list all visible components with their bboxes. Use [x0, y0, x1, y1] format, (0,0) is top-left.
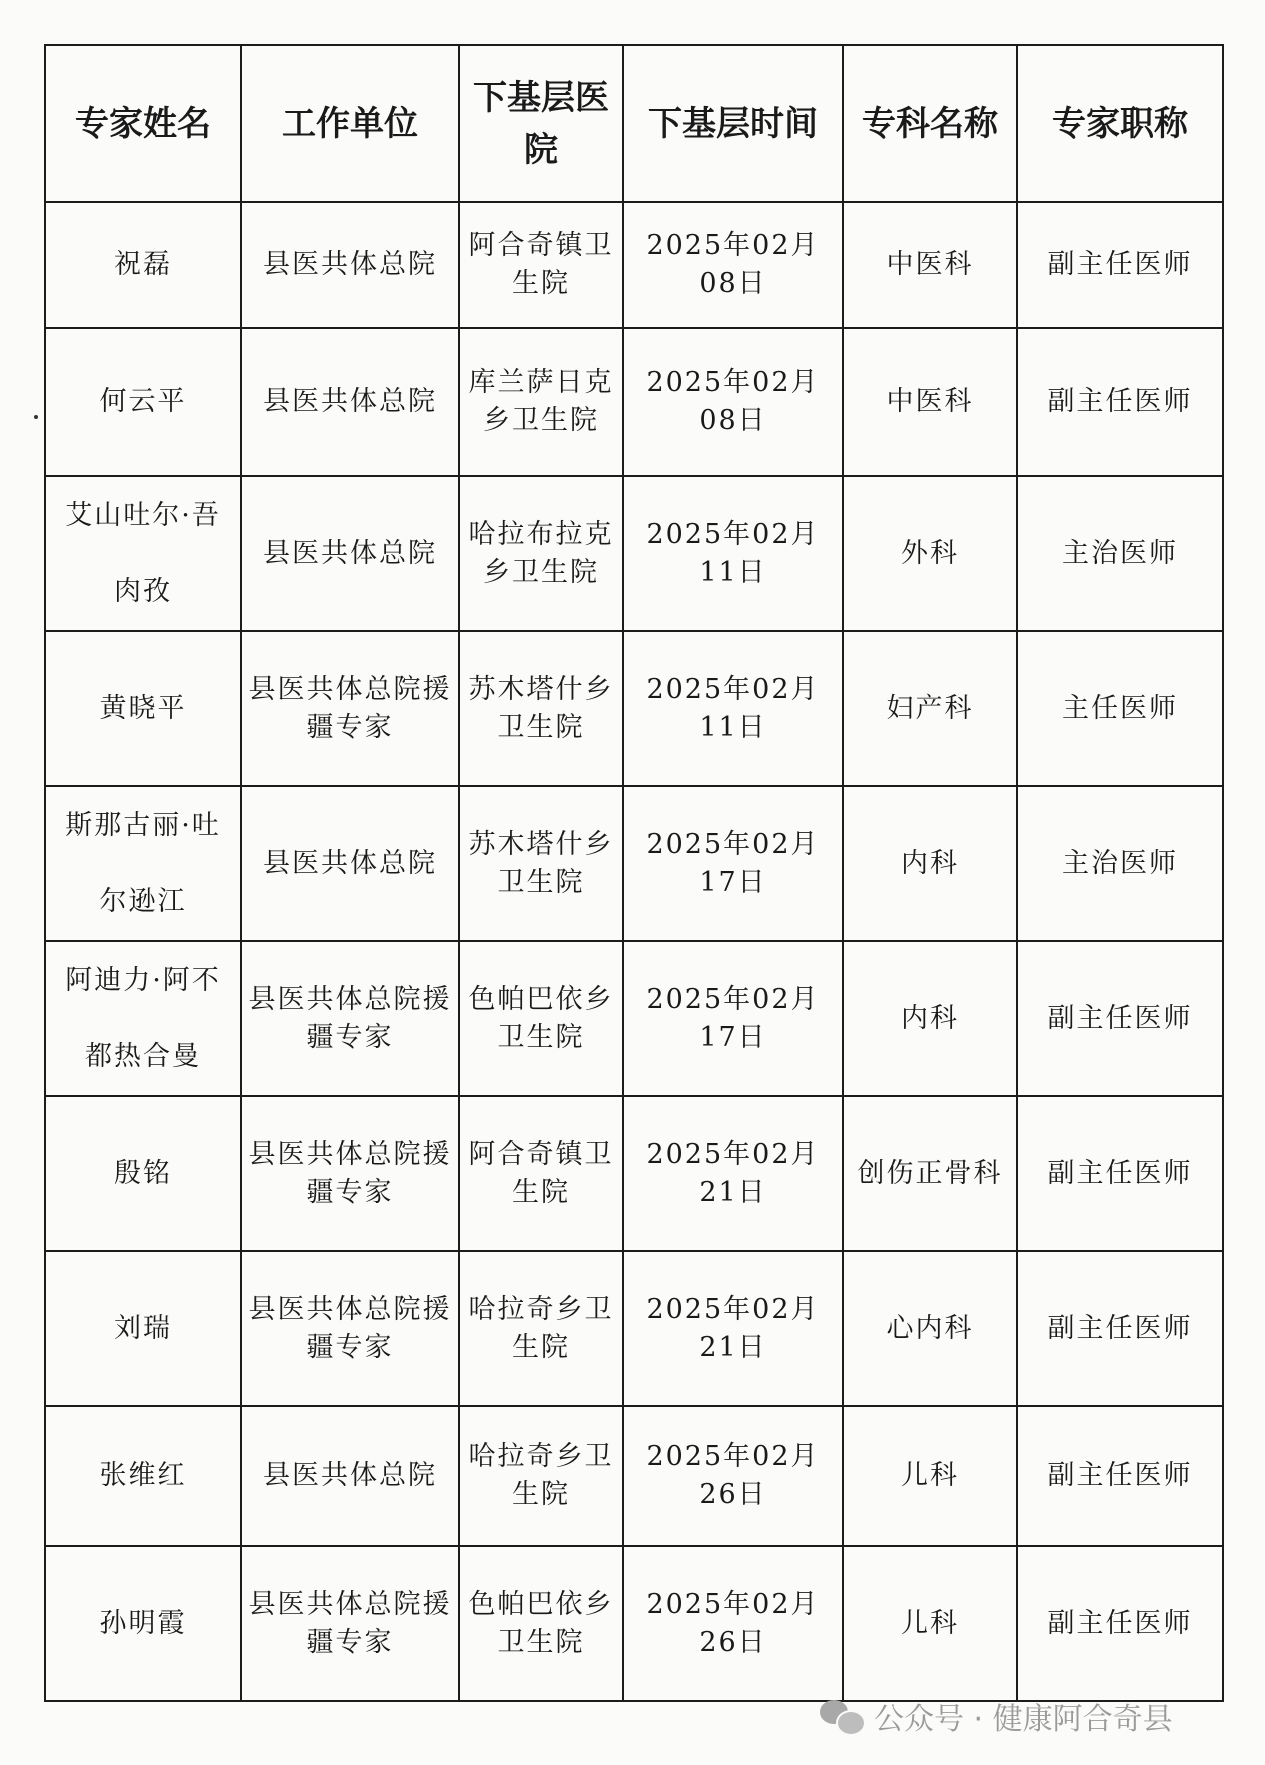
expert-schedule-table: [44, 44, 1224, 1702]
work-unit-cell: 县医共体总院: [241, 202, 459, 328]
work-unit-cell: 县医共体总院援疆专家: [241, 1096, 459, 1251]
header-work-unit: 工作单位: [241, 45, 459, 202]
date-cell: 2025年02月26日: [623, 1546, 843, 1701]
table-row: [45, 1251, 1223, 1406]
expert-name-cell: 阿迪力·阿不都热合曼: [45, 941, 241, 1096]
watermark-text: 公众号 · 健康阿合奇县: [874, 1702, 1173, 1737]
table-row: [45, 786, 1223, 941]
hospital-cell: 哈拉布拉克乡卫生院: [459, 476, 623, 631]
expert-title-cell: 副主任医师: [1017, 941, 1223, 1096]
expert-title-cell: 副主任医师: [1017, 1546, 1223, 1701]
hospital-cell: 哈拉奇乡卫生院: [459, 1406, 623, 1546]
table-row: [45, 1546, 1223, 1701]
header-grassroots-hospital: 下基层医院: [459, 45, 623, 202]
work-unit-cell: 县医共体总院: [241, 328, 459, 476]
specialty-cell: 内科: [843, 786, 1017, 941]
table-row: [45, 1096, 1223, 1251]
expert-title-cell: 副主任医师: [1017, 1406, 1223, 1546]
specialty-cell: 外科: [843, 476, 1017, 631]
date-cell: 2025年02月11日: [623, 476, 843, 631]
specialty-cell: 中医科: [843, 328, 1017, 476]
hospital-cell: 苏木塔什乡卫生院: [459, 631, 623, 786]
expert-name-cell: 殷铭: [45, 1096, 241, 1251]
expert-title-cell: 副主任医师: [1017, 1096, 1223, 1251]
specialty-cell: 中医科: [843, 202, 1017, 328]
expert-name-cell: 孙明霞: [45, 1546, 241, 1701]
header-expert-title: 专家职称: [1017, 45, 1223, 202]
hospital-cell: 色帕巴依乡卫生院: [459, 1546, 623, 1701]
date-cell: 2025年02月21日: [623, 1251, 843, 1406]
specialty-cell: 内科: [843, 941, 1017, 1096]
expert-name-cell: 祝磊: [45, 202, 241, 328]
specialty-cell: 儿科: [843, 1546, 1017, 1701]
header-expert-name: 专家姓名: [45, 45, 241, 202]
expert-name-cell: 张维红: [45, 1406, 241, 1546]
date-cell: 2025年02月17日: [623, 941, 843, 1096]
expert-title-cell: 副主任医师: [1017, 202, 1223, 328]
expert-title-cell: 主治医师: [1017, 786, 1223, 941]
expert-title-cell: 副主任医师: [1017, 328, 1223, 476]
work-unit-cell: 县医共体总院援疆专家: [241, 941, 459, 1096]
header-specialty: 专科名称: [843, 45, 1017, 202]
expert-name-cell: 斯那古丽·吐尔逊江: [45, 786, 241, 941]
table-row: [45, 328, 1223, 476]
table-row: [45, 476, 1223, 631]
stray-dot: [34, 415, 38, 419]
work-unit-cell: 县医共体总院援疆专家: [241, 1251, 459, 1406]
specialty-cell: 心内科: [843, 1251, 1017, 1406]
specialty-cell: 妇产科: [843, 631, 1017, 786]
hospital-cell: 苏木塔什乡卫生院: [459, 786, 623, 941]
expert-name-cell: 艾山吐尔·吾肉孜: [45, 476, 241, 631]
table-row: [45, 631, 1223, 786]
work-unit-cell: 县医共体总院: [241, 786, 459, 941]
date-cell: 2025年02月08日: [623, 202, 843, 328]
hospital-cell: 阿合奇镇卫生院: [459, 202, 623, 328]
hospital-cell: 色帕巴依乡卫生院: [459, 941, 623, 1096]
specialty-cell: 创伤正骨科: [843, 1096, 1017, 1251]
date-cell: 2025年02月17日: [623, 786, 843, 941]
date-cell: 2025年02月11日: [623, 631, 843, 786]
expert-title-cell: 副主任医师: [1017, 1251, 1223, 1406]
expert-title-cell: 主任医师: [1017, 631, 1223, 786]
work-unit-cell: 县医共体总院援疆专家: [241, 631, 459, 786]
date-cell: 2025年02月08日: [623, 328, 843, 476]
expert-name-cell: 刘瑞: [45, 1251, 241, 1406]
specialty-cell: 儿科: [843, 1406, 1017, 1546]
table-row: [45, 202, 1223, 328]
expert-title-cell: 主治医师: [1017, 476, 1223, 631]
work-unit-cell: 县医共体总院: [241, 476, 459, 631]
hospital-cell: 库兰萨日克乡卫生院: [459, 328, 623, 476]
wechat-watermark: [820, 1692, 1173, 1740]
table-row: [45, 1406, 1223, 1546]
hospital-cell: 哈拉奇乡卫生院: [459, 1251, 623, 1406]
expert-name-cell: 何云平: [45, 328, 241, 476]
work-unit-cell: 县医共体总院援疆专家: [241, 1546, 459, 1701]
hospital-cell: 阿合奇镇卫生院: [459, 1096, 623, 1251]
table-header-row: [45, 45, 1223, 202]
wechat-icon: [820, 1698, 864, 1734]
expert-name-cell: 黄晓平: [45, 631, 241, 786]
date-cell: 2025年02月26日: [623, 1406, 843, 1546]
date-cell: 2025年02月21日: [623, 1096, 843, 1251]
table-row: [45, 941, 1223, 1096]
work-unit-cell: 县医共体总院: [241, 1406, 459, 1546]
header-grassroots-date: 下基层时间: [623, 45, 843, 202]
